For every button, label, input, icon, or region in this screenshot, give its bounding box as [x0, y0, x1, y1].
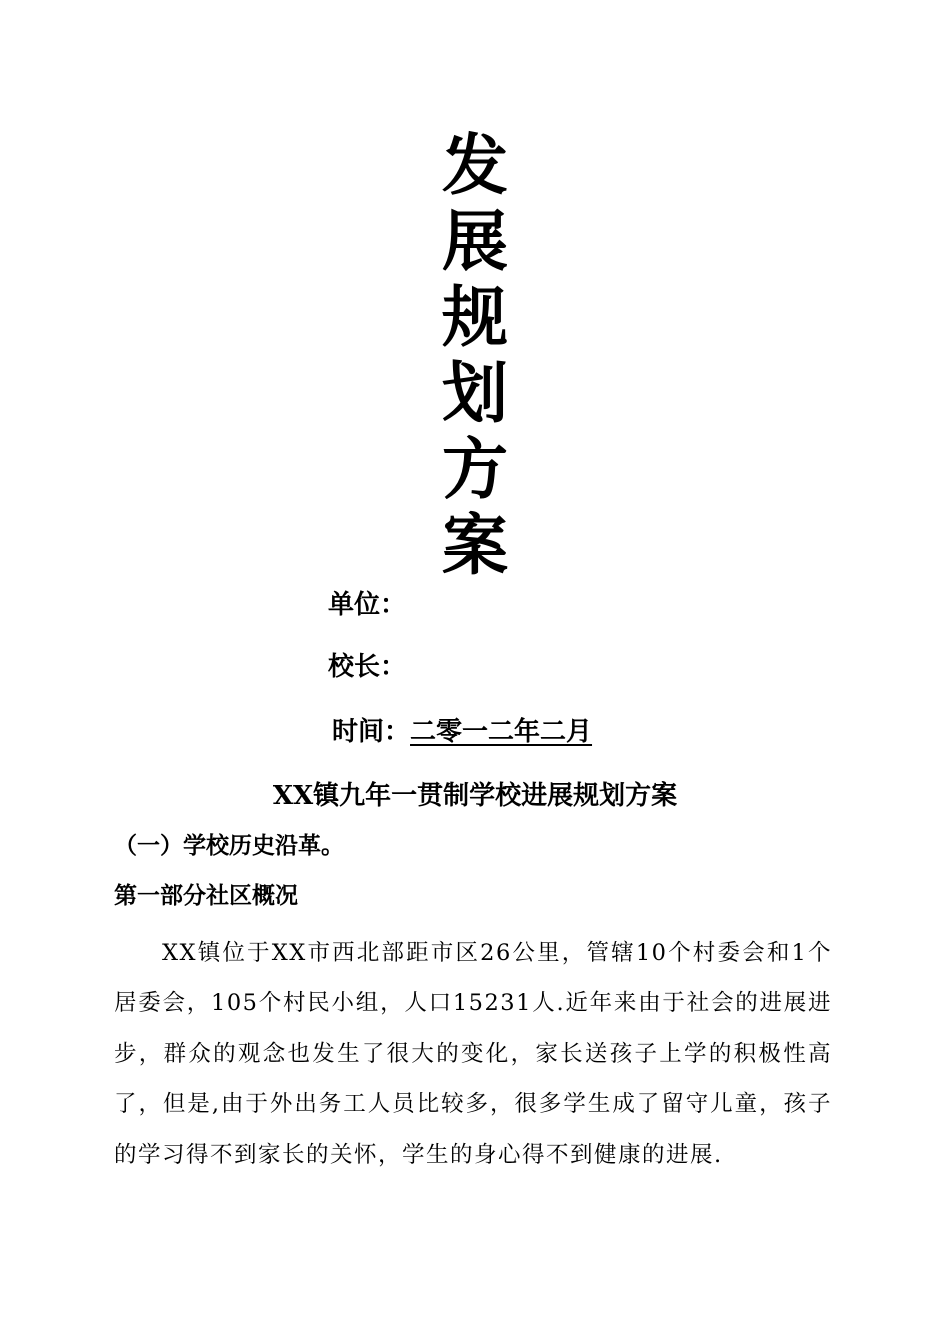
body-paragraph: XX镇位于XX市西北部距市区26公里，管辖10个村委会和1个居委会，105个村民小组，人口15231人.近年来由于社会的进展进步，群众的观念也发生了很大的变化，家长送孩子上学的积极性高了，但是,由于外出务工人员比较多，很多学生成了留守儿童，孩子的学习得不到家长的关怀，学生的身心得不到健康的进展. — [114, 940, 832, 1168]
section-heading-community: 第一部分社区概况 — [114, 882, 298, 909]
principal-label: 校长： — [328, 652, 407, 682]
unit-label: 单位： — [328, 590, 407, 620]
cover-title-char: 展 — [442, 203, 508, 280]
cover-title-char: 发 — [442, 127, 508, 204]
unit-line — [328, 588, 406, 622]
time-value: 二零一二年二月 — [410, 717, 593, 747]
cover-title-char: 规 — [442, 279, 508, 356]
cover-title — [0, 128, 950, 584]
section-heading-history: （一）学校历史沿革。 — [114, 832, 344, 859]
document-heading: XX镇九年一贯制学校进展规划方案 — [272, 781, 678, 811]
cover-title-char: 划 — [442, 355, 508, 432]
time-line — [332, 715, 592, 749]
cover-title-char: 案 — [442, 507, 508, 584]
time-label: 时间： — [332, 717, 411, 747]
cover-title-char: 方 — [442, 431, 508, 508]
principal-line — [328, 650, 406, 684]
